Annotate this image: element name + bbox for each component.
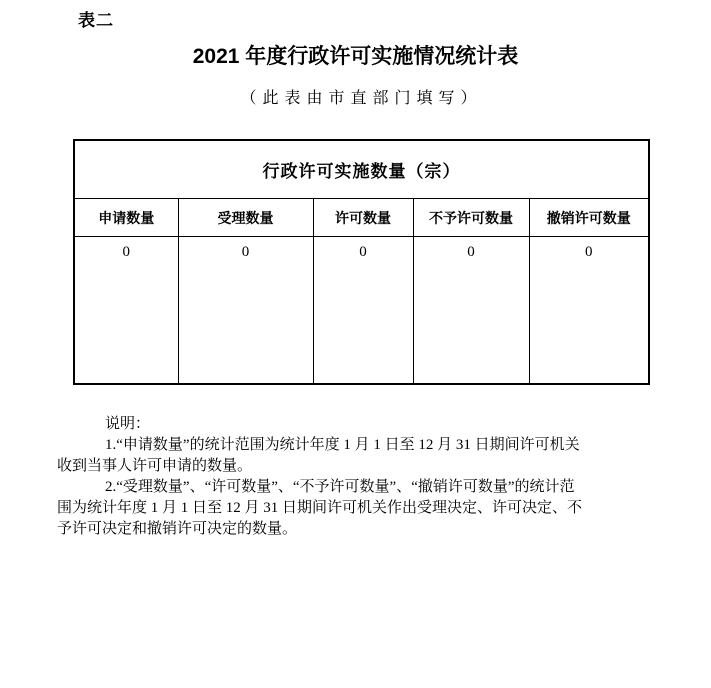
value-license-count: 0 [313,237,413,385]
note-2-line-2: 围为统计年度 1 月 1 日至 12 月 31 日期间许可机关作出受理决定、许可决定、不 [57,500,583,516]
notes-heading: 说明： [105,416,151,432]
notes-section [57,414,651,540]
note-2-line-3: 予许可决定和撤销许可决定的数量。 [57,521,298,537]
table-column-header-row [74,199,649,237]
table-value-row [74,237,649,385]
table-merged-header: 行政许可实施数量（宗） [74,140,649,199]
column-header-denied-count: 不予许可数量 [413,199,529,237]
value-acceptance-count: 0 [178,237,313,385]
table-number-label: 表二 [78,11,114,30]
page-title: 2021 年度行政许可实施情况统计表 [192,45,519,68]
table-merged-header-row [74,140,649,199]
column-header-acceptance-count: 受理数量 [178,199,313,237]
note-2-line-1: 2.“受理数量”、“许可数量”、“不予许可数量”、“撤销许可数量”的统计范 [105,479,575,495]
column-header-revoked-count: 撤销许可数量 [529,199,649,237]
page-subtitle: （此表由市直部门填写） [240,90,483,107]
value-revoked-count: 0 [529,237,649,385]
note-1-line-2: 收到当事人许可申请的数量。 [57,458,253,474]
value-denied-count: 0 [413,237,529,385]
value-application-count: 0 [74,237,178,385]
license-stats-table [73,139,650,385]
column-header-license-count: 许可数量 [313,199,413,237]
note-1-line-1: 1.“申请数量”的统计范围为统计年度 1 月 1 日至 12 月 31 日期间许可机关 [105,437,580,453]
column-header-application-count: 申请数量 [74,199,178,237]
